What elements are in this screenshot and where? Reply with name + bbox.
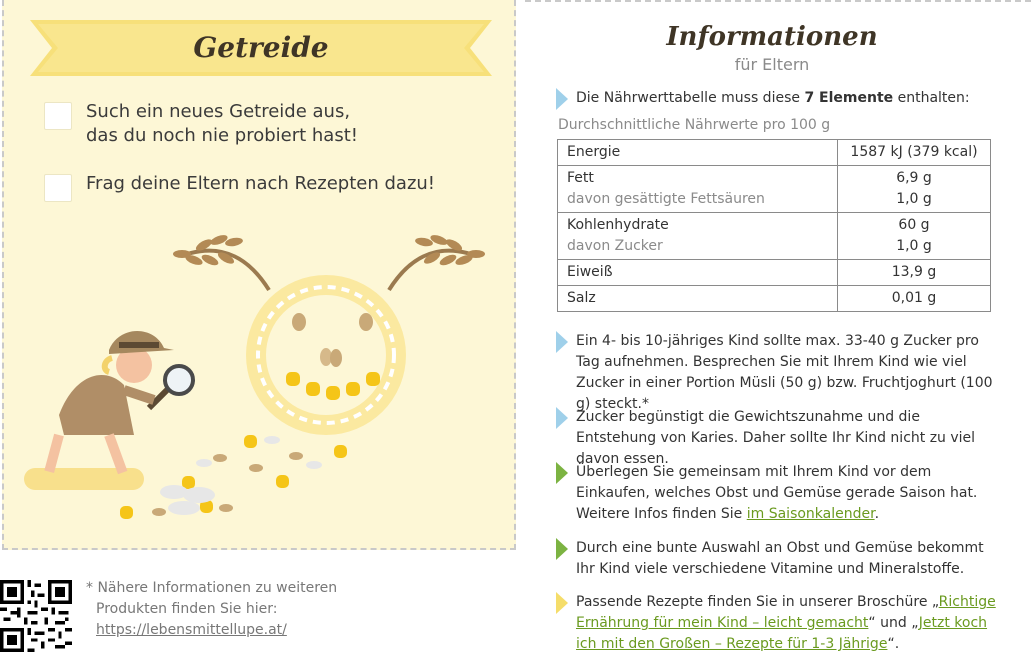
arrow-right-icon [556,592,568,614]
task-text: Such ein neues Getreide aus, das du noch nie probiert hast! [86,101,358,146]
bullet-recipes [556,592,996,655]
bullet-text: Zucker begünstigt die Gewichtszunahme und die Entstehung von Karies. Daher sollte Ihr Kind nicht zu viel davon essen. [576,409,976,467]
arrow-right-icon [556,88,568,110]
detective-grain-illustration [14,230,504,530]
footnote-line: Produkten finden Sie hier: [96,601,278,617]
row-label: Energie [558,140,838,166]
dashed-divider [525,0,1031,2]
task-checkbox[interactable] [44,102,72,130]
bullet-sugar-effects [556,407,996,470]
brochure-link[interactable]: Richtige Ernährung für mein Kind – leicht gemacht [576,594,996,631]
task-text: Frag deine Eltern nach Rezepten dazu! [86,173,436,194]
task-checkbox[interactable] [44,174,72,202]
banner-title: Getreide [193,31,329,64]
task-item [44,172,435,202]
table-row [558,140,991,166]
bullet-text: Passende Rezepte finden Sie in unserer Broschüre „Richtige Ernährung für mein Kind – leicht gemacht“ und „Jetzt koch ich mit den Großen – Rezepte für 1-3 Jährige“. [576,594,996,652]
table-row [558,166,991,213]
row-label: Fett davon gesättigte Fettsäuren [558,166,838,213]
row-value: 13,9 g [838,260,991,286]
saisonkalender-link[interactable]: im Saisonkalender [746,506,875,522]
info-subtitle: für Eltern [734,55,810,74]
bullet-sugar-limit [556,331,996,415]
info-title: Informationen [666,22,878,52]
row-label: Eiweiß [558,260,838,286]
title-banner [30,20,492,76]
row-label: Salz [558,286,838,312]
table-row [558,286,991,312]
row-value: 60 g 1,0 g [838,213,991,260]
bullet-intro [556,88,996,110]
row-label: Kohlenhydrate davon Zucker [558,213,838,260]
bullet-seasonal [556,462,996,525]
bullet-variety [556,538,996,580]
row-value: 0,01 g [838,286,991,312]
nutrition-table [557,139,991,312]
footnote-line: * Nähere Informationen zu weiteren [86,580,338,596]
footnote [86,578,337,641]
brochure-link[interactable]: Jetzt koch ich mit den Großen – Rezepte für 1-3 Jährige [576,615,988,652]
table-row [558,260,991,286]
bullet-text: Ein 4- bis 10-jähriges Kind sollte max. 33-40 g Zucker pro Tag aufnehmen. Besprechen Sie mit Ihrem Kind wie viel Zucker in einer Portion Müsli (50 g) bzw. Fruchtjoghurt (100 g) steckt.* [576,333,993,412]
table-caption: Durchschnittliche Nährwerte pro 100 g [558,117,831,133]
task-item [44,100,358,148]
bullet-text: Durch eine bunte Auswahl an Obst und Gemüse bekommt Ihr Kind viele verschiedene Vitamine und Mineralstoffe. [576,540,984,577]
row-value: 1587 kJ (379 kcal) [838,140,991,166]
bullet-text: Die Nährwerttabelle muss diese 7 Elemente enthalten: [576,90,970,106]
activity-panel [2,0,516,550]
qr-code[interactable] [0,580,72,652]
arrow-right-icon [556,331,568,353]
arrow-right-icon [556,462,568,484]
table-row [558,213,991,260]
bullet-text: Überlegen Sie gemeinsam mit Ihrem Kind vor dem Einkaufen, welches Obst und Gemüse gerade Saison hat. Weitere Infos finden Sie im Saisonkalender. [576,464,978,522]
arrow-right-icon [556,538,568,560]
row-value: 6,9 g 1,0 g [838,166,991,213]
arrow-right-icon [556,407,568,429]
footnote-link[interactable]: https://lebensmittellupe.at/ [96,622,287,638]
